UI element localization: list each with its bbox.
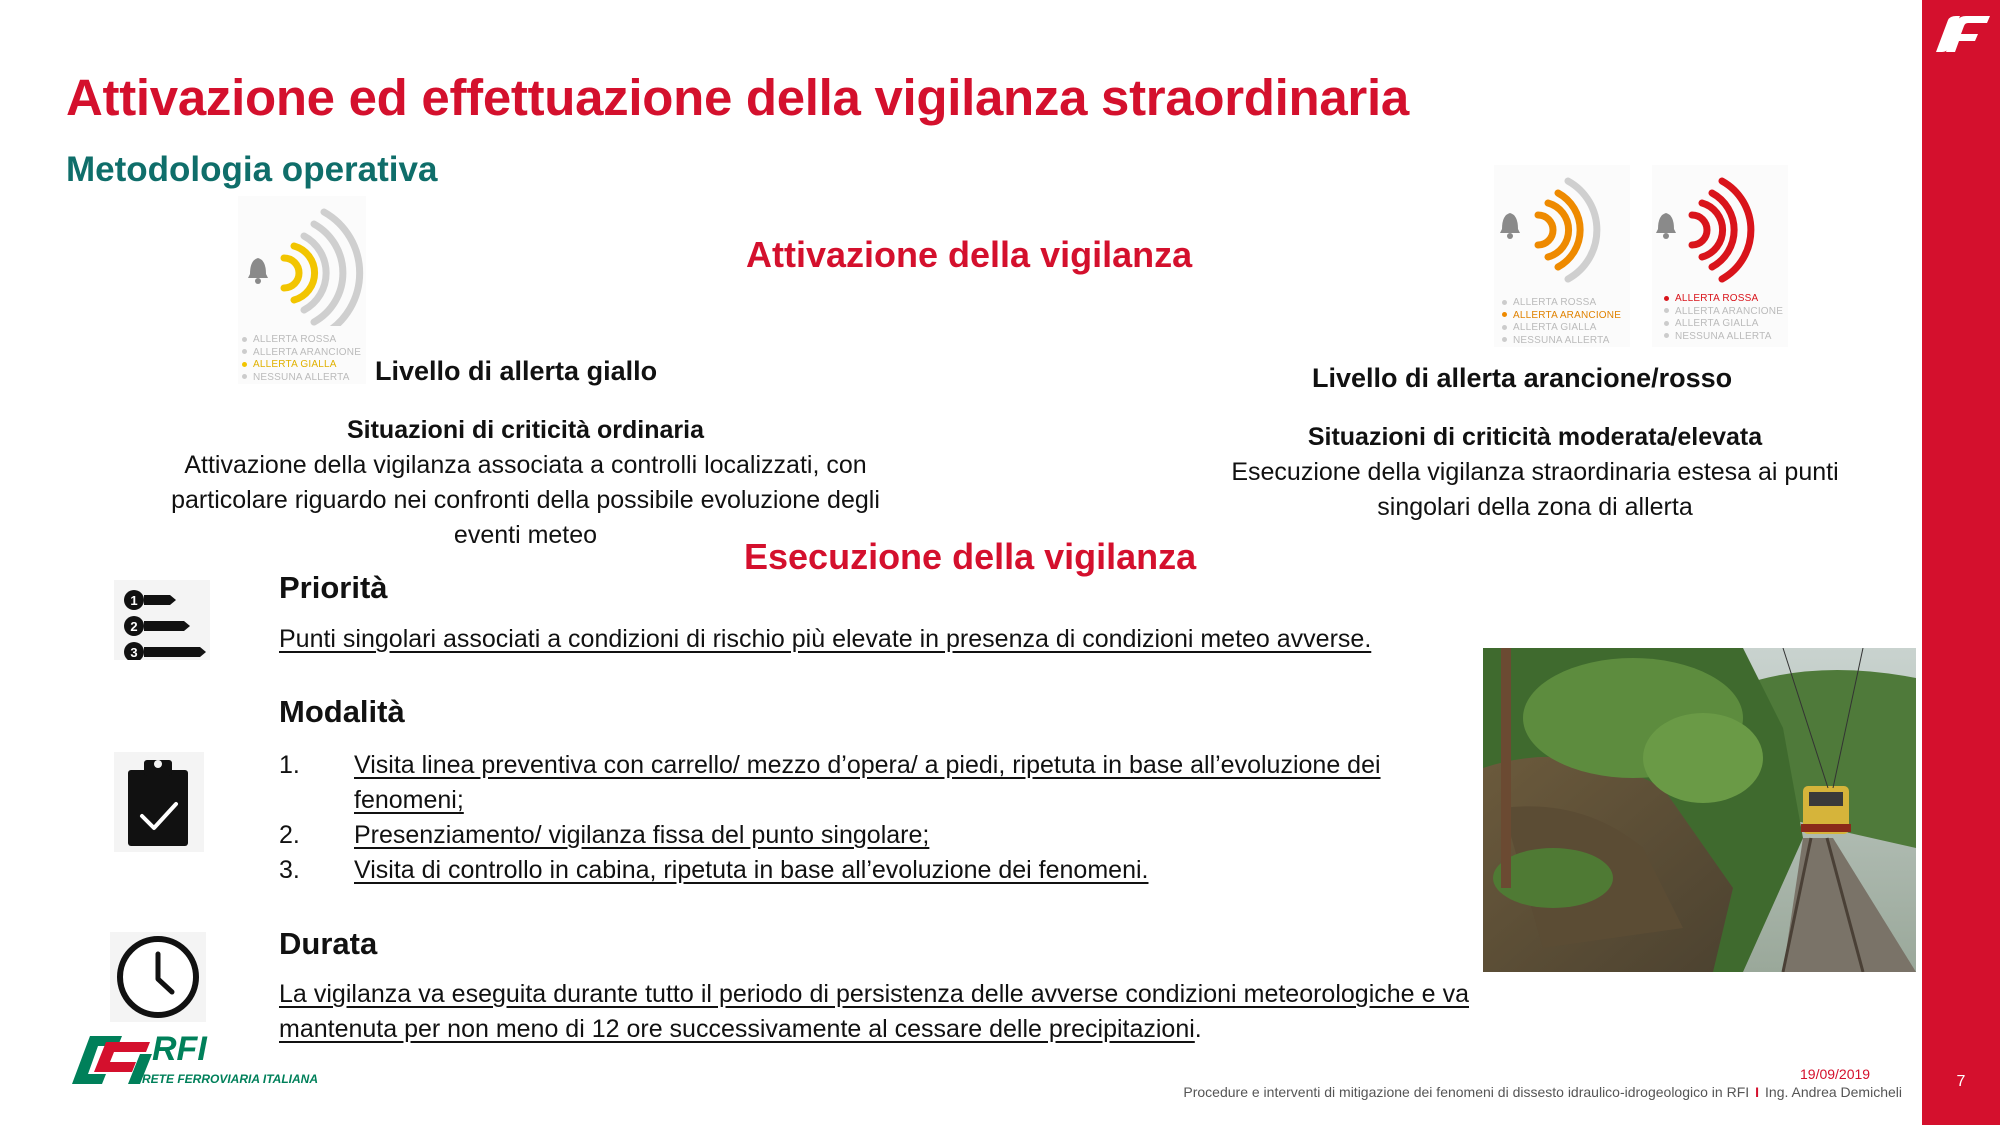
fs-logo-icon (1932, 12, 1992, 56)
yellow-alert-graphic (238, 196, 366, 384)
alert-legend: ALLERTA ROSSA ALLERTA ARANCIONE ALLERTA GIALLA NESSUNA ALLERTA (1664, 293, 1783, 343)
left-criticity-description: Attivazione della vigilanza associata a controlli localizzati, con particolare riguardo nei confronti della possibile evoluzione degli eventi meteo (171, 451, 880, 549)
left-criticity-block (138, 413, 913, 553)
right-level-title: Livello di allerta arancione/rosso (1312, 363, 1733, 393)
activation-heading: Attivazione della vigilanza (746, 234, 1193, 275)
bell-icon (238, 196, 366, 326)
footer-date: 19/09/2019 (1800, 1066, 1871, 1082)
priority-text: Punti singolari associati a condizioni di rischio più elevate in presenza di condizioni meteo avverse. (279, 625, 1372, 653)
alert-legend: ALLERTA ROSSA ALLERTA ARANCIONE ALLERTA GIALLA NESSUNA ALLERTA (242, 334, 361, 384)
rfi-logo-tagline: RETE FERROVIARIA ITALIANA (142, 1072, 318, 1086)
list-item: 3. Visita di controllo in cabina, ripetuta in base all’evoluzione dei fenomeni. (279, 856, 1149, 884)
ranked-list-icon (114, 580, 210, 660)
right-criticity-description: Esecuzione della vigilanza straordinaria estesa ai punti singolari della zona di allerta (1231, 458, 1839, 521)
rfi-logo (66, 1028, 366, 1092)
right-criticity-title: Situazioni di criticità moderata/elevata (1307, 423, 1763, 451)
slide-title: Attivazione ed effettuazione della vigilanza straordinaria (66, 69, 1409, 126)
page-number: 7 (1956, 1073, 1966, 1090)
priority-title: Priorità (279, 570, 388, 605)
orange-alert-graphic (1494, 165, 1630, 347)
bell-icon (1652, 165, 1788, 293)
footer-text: Procedure e interventi di mitigazione dei fenomeni di dissesto idraulico-idrogeologico in RFI I Ing. Andrea Demicheli (1183, 1084, 1902, 1100)
red-alert-graphic (1652, 165, 1788, 347)
modality-list (279, 748, 1469, 888)
landslide-railway-photo (1483, 648, 1916, 972)
brand-sidebar (1922, 0, 2000, 1125)
list-item: 2. Presenziamento/ vigilanza fissa del punto singolare; (279, 821, 930, 849)
modality-title: Modalità (279, 694, 405, 729)
duration-title: Durata (279, 926, 378, 961)
rfi-logo-text: RFI (152, 1030, 207, 1068)
execution-heading: Esecuzione della vigilanza (744, 536, 1197, 577)
slide-subtitle: Metodologia operativa (66, 150, 438, 189)
bell-icon (1494, 165, 1630, 293)
clipboard-check-icon (114, 752, 204, 852)
clock-icon (110, 932, 206, 1022)
duration-text: La vigilanza va eseguita durante tutto il periodo di persistenza delle avverse condizioni meteorologiche e va mantenuta per non meno di 12 ore successivamente al cessare delle precipitazioni. (279, 980, 1469, 1043)
right-criticity-block (1202, 420, 1868, 525)
left-level-title: Livello di allerta giallo (375, 356, 658, 386)
svg-text:1: 1 (130, 593, 138, 608)
svg-text:2: 2 (130, 619, 138, 634)
svg-text:3: 3 (130, 645, 138, 660)
alert-legend: ALLERTA ROSSA ALLERTA ARANCIONE ALLERTA GIALLA NESSUNA ALLERTA (1502, 297, 1621, 347)
list-item: 1. Visita linea preventiva con carrello/ mezzo d’opera/ a piedi, ripetuta in base all’evoluzione dei fenomeni; (279, 751, 1381, 814)
left-criticity-title: Situazioni di criticità ordinaria (346, 416, 704, 444)
